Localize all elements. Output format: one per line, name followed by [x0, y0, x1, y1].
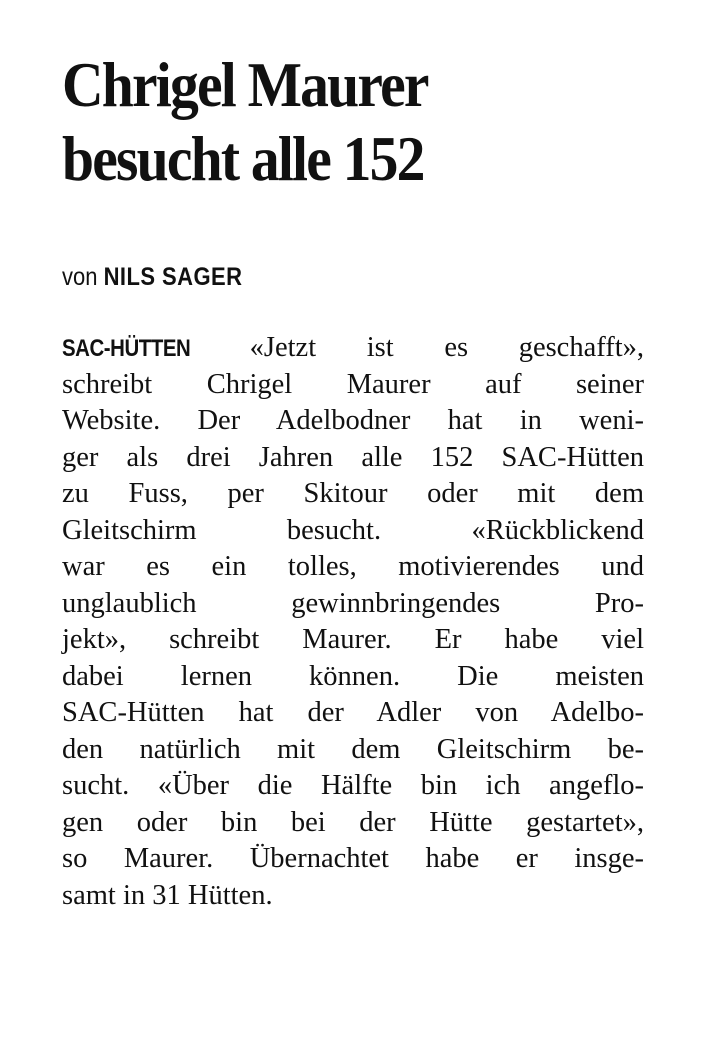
body-line-12: den natürlich mit dem Gleitschirm be-	[62, 733, 644, 765]
body-line-2: schreibt Chrigel Maurer auf seiner	[62, 368, 644, 400]
body-line-5: zu Fuss, per Skitour oder mit dem	[62, 478, 644, 509]
article-body	[62, 330, 644, 914]
byline-prefix: von	[62, 263, 98, 291]
byline	[62, 262, 574, 292]
body-line-7: war es ein tolles, motivierendes und	[62, 551, 644, 582]
body-line-text: «Jetzt ist es geschafft»,	[249, 332, 644, 363]
body-line-16: samt in 31 Hütten.	[62, 879, 273, 911]
body-line-4: ger als drei Jahren alle 152 SAC-Hütten	[62, 441, 644, 473]
body-line-15: so Maurer. Übernachtet habe er insge-	[62, 843, 644, 874]
body-line-9: jekt», schreibt Maurer. Er habe viel	[62, 624, 644, 655]
body-line-10: dabei lernen können. Die meisten	[62, 660, 644, 692]
headline-line-1: Chrigel Maurer	[62, 49, 428, 120]
body-line-3: Website. Der Adelbodner hat in weni-	[62, 405, 644, 436]
byline-author: NILS SAGER	[103, 263, 243, 291]
article	[62, 48, 644, 914]
headline	[62, 48, 586, 196]
body-line-1	[62, 330, 644, 367]
headline-line-2: besucht alle 152	[62, 123, 424, 194]
body-line-14: gen oder bin bei der Hütte gestartet»,	[62, 806, 644, 838]
body-line-11: SAC-Hütten hat der Adler von Adelbo-	[62, 697, 644, 728]
section-kicker: SAC-HÜTTEN	[62, 335, 191, 362]
body-line-8: unglaublich gewinnbringendes Pro-	[62, 587, 644, 619]
body-line-13: sucht. «Über die Hälfte bin ich angeflo-	[62, 770, 644, 801]
body-line-6: Gleitschirm besucht. «Rückblickend	[62, 514, 644, 546]
